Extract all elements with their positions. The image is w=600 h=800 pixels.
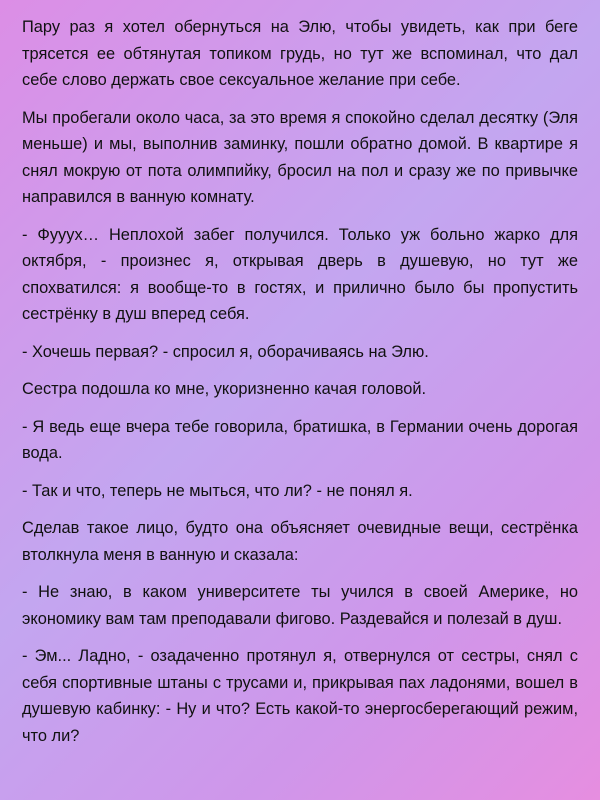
paragraph-10: - Эм... Ладно, - озадаченно протянул я, отвернулся от сестры, снял с себя спортивные штаны с трусами и, прикрывая пах ладонями, вошел в душевую кабинку: - Ну и что? Есть какой-то энергосберегающий режим, что ли? [22,647,578,745]
paragraph-6: - Я ведь еще вчера тебе говорила, братишка, в Германии очень дорогая вода. [22,417,578,462]
paragraph-9: - Не знаю, в каком университете ты учился в своей Америке, но экономику вам там преподавали фигово. Раздевайся и полезай в душ. [22,583,578,628]
paragraph-7: - Так и что, теперь не мыться, что ли? - не понял я. [22,481,413,500]
paragraph-1: Пару раз я хотел обернуться на Элю, чтобы увидеть, как при беге трясется ее обтянутая топиком грудь, но тут же вспоминал, что дал себе слово держать свое сексуальное желание при себе. [22,18,578,89]
paragraph-3: - Фууух… Неплохой забег получился. Только уж больно жарко для октября, - произнес я, открывая дверь в душевую, но тут же спохватился: я вообще-то в гостях, и прилично было бы пропустить сестрёнку в душ вперед себя. [22,225,578,323]
paragraph-8: Сделав такое лицо, будто она объясняет очевидные вещи, сестрёнка втолкнула меня в ванную и сказала: [22,519,578,564]
paragraph-5: Сестра подошла ко мне, укоризненно качая головой. [22,380,427,398]
paragraph-2: Мы пробегали около часа, за это время я спокойно сделал десятку (Эля меньше) и мы, выполнив заминку, пошли обратно домой. В квартире я снял мокрую от пота олимпийку, бросил на пол и сразу же по привычке направился в ванную комнату. [22,108,578,206]
paragraph-4: - Хочешь первая? - спросил я, оборачиваясь на Элю. [22,342,429,361]
